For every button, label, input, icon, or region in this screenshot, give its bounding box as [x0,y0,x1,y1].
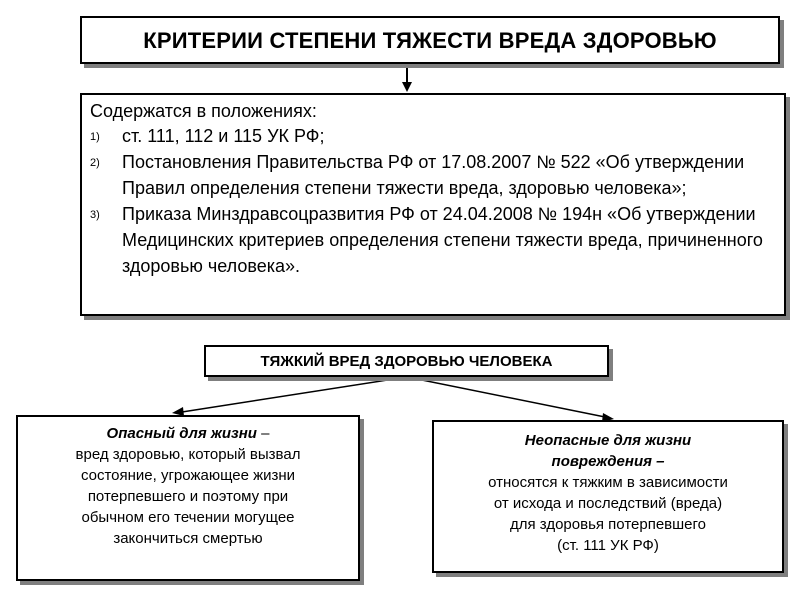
sources-heading: Содержатся в положениях: [90,101,317,121]
life-threatening-box [16,415,360,581]
list-text: ст. 111, 112 и 115 УК РФ; [122,126,325,146]
list-number: 1) [90,131,100,143]
definition-line: обычном его течении могущее [81,509,295,526]
list-number: 3) [90,209,100,221]
sources-list [82,123,772,279]
grave-harm-box [204,345,609,377]
definition-line: для здоровья потерпевшего [509,516,706,533]
list-text: Постановления Правительства РФ от 17.08.2007 № 522 «Об утверждении Правил определения степени тяжести вреда, здоровью человека»; [122,152,745,198]
life-threatening-title: Опасный для жизни [106,425,257,442]
page-title: КРИТЕРИИ СТЕПЕНИ ТЯЖЕСТИ ВРЕДА ЗДОРОВЬЮ [143,28,717,53]
list-item [82,201,772,279]
definition-line: закончиться смертью [113,530,263,547]
definition-line: от исхода и последствий (вреда) [493,495,723,512]
definition-line: относятся к тяжким в зависимости [488,474,728,491]
arrowhead-down [402,82,412,92]
list-number: 2) [90,157,100,169]
definition-line: состояние, угрожающее жизни [80,467,296,484]
definition-line: вред здоровью, который вызвал [75,446,301,463]
arrow-to-left [182,377,407,412]
list-item [82,149,772,201]
arrow-to-right [407,377,605,417]
list-text: Приказа Минздравсоцразвития РФ от 24.04.2008 № 194н «Об утверждении Медицинских критериев определения степени тяжести вреда, причиненного здоровью человека». [122,204,763,276]
non-life-threatening-title: Неопасные для жизни [524,432,692,449]
grave-harm-label: ТЯЖКИЙ ВРЕД ЗДОРОВЬЮ ЧЕЛОВЕКА [260,353,553,370]
life-threatening-dash: – [256,425,270,442]
non-life-threatening-title-cont: повреждения – [551,453,665,470]
definition-line: потерпевшего и поэтому при [87,488,289,505]
criteria-title-box [80,16,780,64]
non-life-threatening-box [432,420,784,573]
list-item [82,123,772,149]
definition-line: (ст. 111 УК РФ) [557,537,659,554]
sources-box [80,93,786,316]
